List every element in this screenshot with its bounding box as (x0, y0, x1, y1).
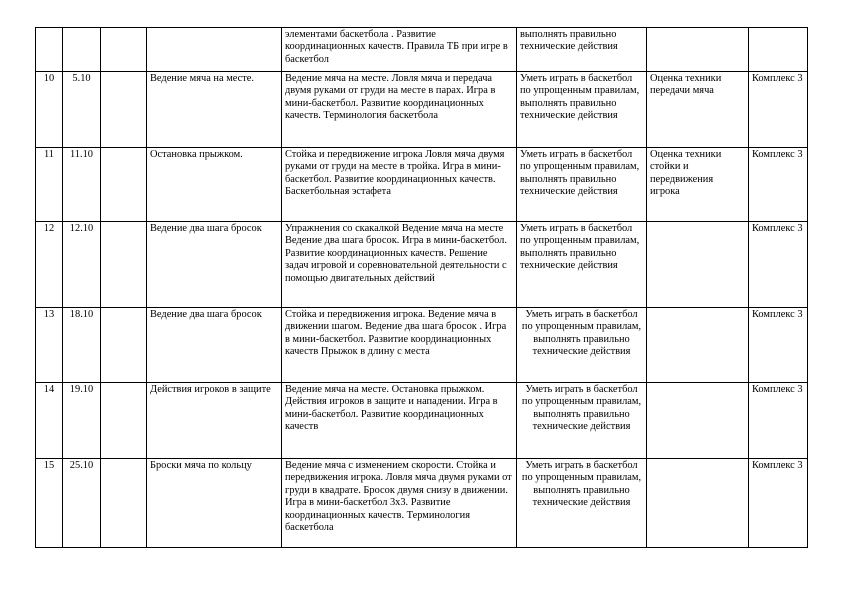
lesson-control: Оценка техники стойки и передвижения игрока (647, 148, 749, 222)
lesson-requirements: Уметь играть в баскетбол по упрощенным правилам, выполнять правильно технические действия (517, 383, 647, 459)
lesson-content: Стойка и передвижения игрока. Ведение мяча в движении шагом. Ведение два шага бросок . Игра в мини-баскетбол. Развитие координационных качеств Прыжок в длину с места (282, 308, 517, 383)
lesson-homework (749, 28, 808, 72)
table-row (36, 308, 808, 383)
lesson-number (36, 28, 63, 72)
lesson-fact-date (101, 383, 147, 459)
lesson-requirements: выполнять правильно технические действия (517, 28, 647, 72)
lesson-fact-date (101, 222, 147, 308)
lesson-number: 14 (36, 383, 63, 459)
lesson-homework: Комплекс 3 (749, 148, 808, 222)
lesson-topic: Ведение два шага бросок (147, 222, 282, 308)
lesson-date: 18.10 (63, 308, 101, 383)
lesson-control: Оценка техники передачи мяча (647, 72, 749, 148)
table-row (36, 383, 808, 459)
lesson-topic: Остановка прыжком. (147, 148, 282, 222)
lesson-control (647, 459, 749, 548)
lesson-requirements: Уметь играть в баскетбол по упрощенным правилам, выполнять правильно технические действия (517, 222, 647, 308)
lesson-number: 11 (36, 148, 63, 222)
lesson-date: 19.10 (63, 383, 101, 459)
lesson-content: Ведение мяча с изменением скорости. Стойка и передвижения игрока. Ловля мяча двумя руками от груди в квадрате. Бросок двумя снизу в движении. Игра в мини-баскетбол 3х3. Развитие координационных качеств. Терминология баскетбола (282, 459, 517, 548)
table-row (36, 222, 808, 308)
lesson-fact-date (101, 28, 147, 72)
lesson-homework: Комплекс 3 (749, 222, 808, 308)
lesson-control (647, 222, 749, 308)
lesson-plan-table (35, 27, 808, 548)
lesson-date: 12.10 (63, 222, 101, 308)
lesson-content: элементами баскетбола . Развитие координационных качеств. Правила ТБ при игре в баскетбол (282, 28, 517, 72)
lesson-content: Упражнения со скакалкой Ведение мяча на месте Ведение два шага бросок. Игра в мини-баскетбол. Развитие координационных качеств. Решение задач игровой и соревновательной деятельности с помощью двигательных действий (282, 222, 517, 308)
lesson-date: 25.10 (63, 459, 101, 548)
lesson-control (647, 308, 749, 383)
lesson-requirements: Уметь играть в баскетбол по упрощенным правилам, выполнять правильно технические действия (517, 148, 647, 222)
table-row (36, 72, 808, 148)
table-row (36, 459, 808, 548)
lesson-homework: Комплекс 3 (749, 308, 808, 383)
lesson-fact-date (101, 72, 147, 148)
lesson-topic: Ведение два шага бросок (147, 308, 282, 383)
lesson-fact-date (101, 148, 147, 222)
lesson-homework: Комплекс 3 (749, 459, 808, 548)
lesson-number: 13 (36, 308, 63, 383)
lesson-date (63, 28, 101, 72)
lesson-number: 15 (36, 459, 63, 548)
lesson-requirements: Уметь играть в баскетбол по упрощенным правилам, выполнять правильно технические действия (517, 459, 647, 548)
lesson-content: Ведение мяча на месте. Остановка прыжком. Действия игроков в защите и нападении. Игра в мини-баскетбол. Развитие координационных качеств (282, 383, 517, 459)
table-row (36, 28, 808, 72)
lesson-topic: Броски мяча по кольцу (147, 459, 282, 548)
table-row (36, 148, 808, 222)
lesson-homework: Комплекс 3 (749, 72, 808, 148)
lesson-topic (147, 28, 282, 72)
lesson-date: 5.10 (63, 72, 101, 148)
lesson-fact-date (101, 459, 147, 548)
lesson-number: 10 (36, 72, 63, 148)
lesson-requirements: Уметь играть в баскетбол по упрощенным правилам, выполнять правильно технические действия (517, 308, 647, 383)
lesson-content: Стойка и передвижение игрока Ловля мяча двумя руками от груди на месте в тройка. Игра в мини-баскетбол. Развитие координационных качеств. Баскетбольная эстафета (282, 148, 517, 222)
lesson-topic: Действия игроков в защите (147, 383, 282, 459)
lesson-homework: Комплекс 3 (749, 383, 808, 459)
lesson-content: Ведение мяча на месте. Ловля мяча и передача двумя руками от груди на месте в парах. Игра в мини-баскетбол. Развитие координационных качеств. Терминология баскетбола (282, 72, 517, 148)
lesson-requirements: Уметь играть в баскетбол по упрощенным правилам, выполнять правильно технические действия (517, 72, 647, 148)
lesson-number: 12 (36, 222, 63, 308)
lesson-control (647, 383, 749, 459)
lesson-control (647, 28, 749, 72)
lesson-date: 11.10 (63, 148, 101, 222)
lesson-topic: Ведение мяча на месте. (147, 72, 282, 148)
lesson-fact-date (101, 308, 147, 383)
